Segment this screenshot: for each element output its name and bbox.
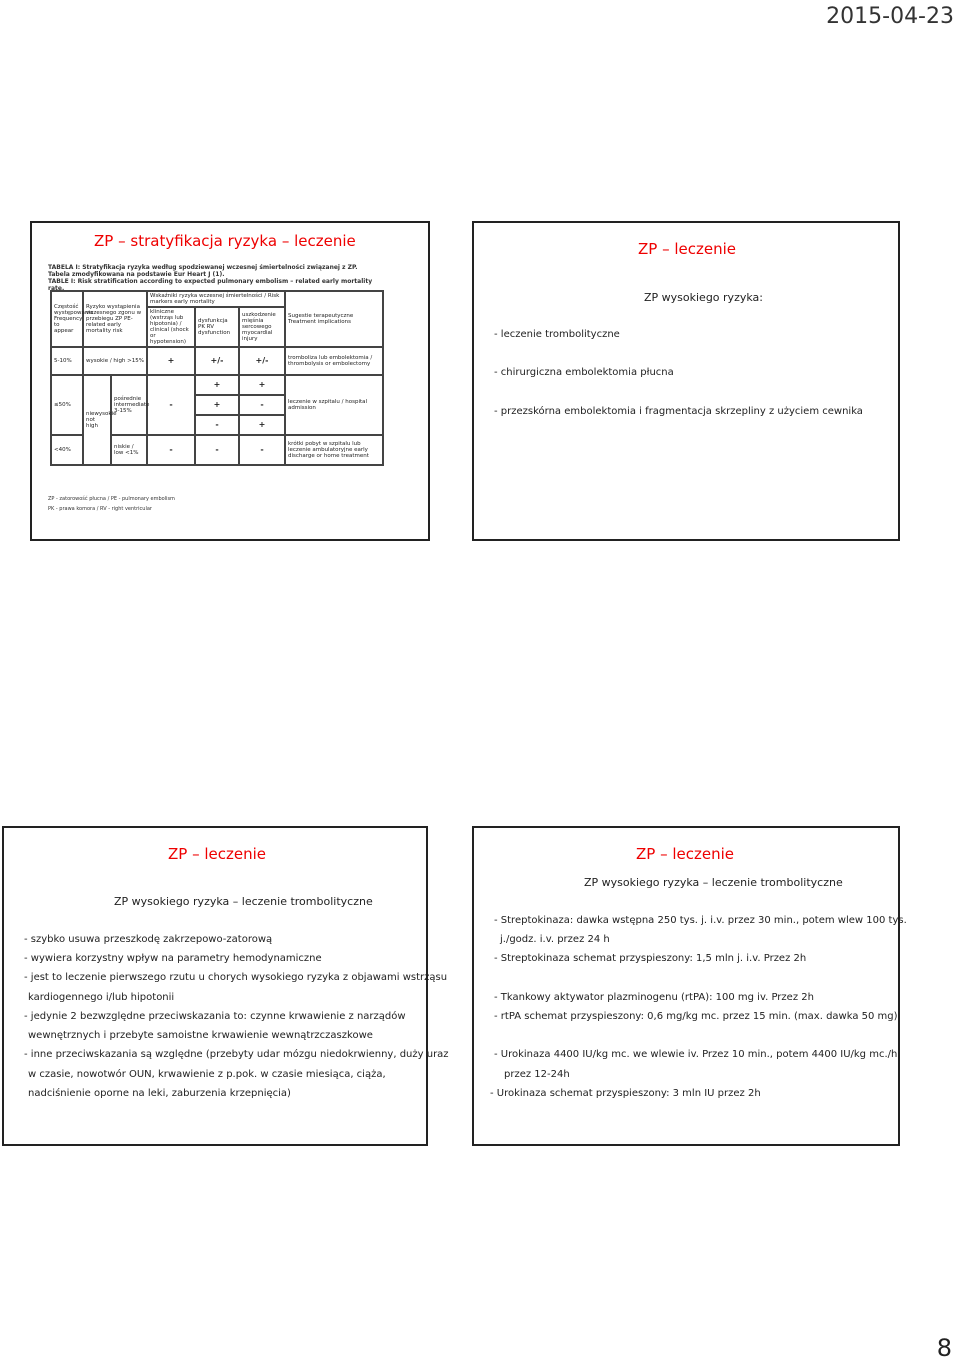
row-intermediate-myocardial-1: + [239,375,285,395]
slide-4-line-8: - Urokinaza schemat przyspieszony: 3 mln IU przez 2h [490,1088,761,1099]
table-footnote-2: PK - prawa komora / RV - right ventricular [48,506,152,512]
row-intermediate-treatment: leczenie w szpitalu / hospital admission [285,375,383,435]
slide-3-subtitle: ZP wysokiego ryzyka – leczenie trombolityczne [114,895,373,908]
row-intermediate-rv-1: + [195,375,239,395]
row-intermediate-myocardial-3: + [239,415,285,435]
slide-4-title: ZP – leczenie [636,845,735,863]
table-caption-pl: TABELA I: Stratyfikacja ryzyka według spodziewanej wczesnej śmiertelności związanej z ZP. Tabela zmodyfikowana na podstawie Eur Heart J (1). [48,264,358,278]
slide-4-line-4: - Tkankowy aktywator plazminogenu (rtPA): 100 mg iv. Przez 2h [494,992,814,1003]
risk-table [50,290,384,466]
row-intermediate-clinical: - [147,375,195,435]
row-low-treatment: krótki pobyt w szpitalu lub leczenie ambulatoryjne early discharge or home treatment [285,435,383,465]
page-date: 2015-04-23 [826,4,954,29]
slide-4-line-1: - Streptokinaza: dawka wstępna 250 tys. j. i.v. przez 30 min., potem wlew 100 tys. [494,915,907,926]
table-footnote-1: ZP - zatorowość płucna / PE - pulmonary embolism [48,496,175,502]
header-risk-markers: Wskaźniki ryzyka wczesnej śmiertelności / Risk markers early mortality [147,291,285,307]
slide-2-line-1: - leczenie trombolityczne [494,329,620,340]
slide-3-line-1: - szybko usuwa przeszkodę zakrzepowo-zatorową [24,934,273,945]
row-not-high-group: niewysokie not high [83,375,111,465]
row-low-frequency: <40% [51,435,83,465]
row-intermediate-frequency: ≤50% [51,375,83,435]
header-risk: Ryzyko wystąpienia wczesnego zgonu w przebiegu ZP PE-related early mortality risk [83,291,147,347]
slide-4-line-2: j./godz. i.v. przez 24 h [500,934,610,945]
header-clinical: kliniczne (wstrząs lub hipotonia) / clinical (shock or hypotension) [147,307,195,347]
slide-2-title: ZP – leczenie [638,240,737,258]
row-intermediate-rv-2: + [195,395,239,415]
row-high-rv: +/- [195,347,239,375]
slide-4-subtitle: ZP wysokiego ryzyka – leczenie trombolityczne [584,876,843,889]
row-low-clinical: - [147,435,195,465]
row-high-frequency: 5-10% [51,347,83,375]
header-myocardial-injury: uszkodzenie mięśnia sercowego myocardial injury [239,307,285,347]
slide-3-line-7: - inne przeciwskazania są względne (przebyty udar mózgu niedokrwienny, duży uraz [24,1049,449,1060]
slide-4-line-3: - Streptokinaza schemat przyspieszony: 1,5 mln j. i.v. Przez 2h [494,953,807,964]
row-high-treatment: tromboliza lub embolektomia / thrombolysis or embolectomy [285,347,383,375]
slide-2-line-3: - przezskórna embolektomia i fragmentacja skrzepliny z użyciem cewnika [494,406,863,417]
slide-1-title: ZP – stratyfikacja ryzyka – leczenie [94,232,356,250]
row-high-risk: wysokie / high >15% [83,347,147,375]
row-low-rv: - [195,435,239,465]
table-caption-en: TABLE I: Risk stratification according to expected pulmonary embolism – related early mortality rate. [48,278,373,292]
page-number: 8 [936,1334,952,1362]
slide-3-line-6: wewnętrznych i przebyte samoistne krwawienie wewnątrzczaszkowe [28,1030,373,1041]
row-high-clinical: + [147,347,195,375]
slide-2-subtitle: ZP wysokiego ryzyka: [644,291,763,304]
slide-3-line-5: - jedynie 2 bezwzględne przeciwskazania to: czynne krwawienie z narządów [24,1011,406,1022]
header-rv-dysfunction: dysfunkcja PK RV dysfunction [195,307,239,347]
slide-3-title: ZP – leczenie [168,845,267,863]
row-intermediate-rv-3: - [195,415,239,435]
row-high-myocardial: +/- [239,347,285,375]
header-frequency: Częstość występowania Frequency to appear [51,291,83,347]
slide-3-line-3: - jest to leczenie pierwszego rzutu u chorych wysokiego ryzyka z objawami wstrząsu [24,972,448,983]
slide-4-line-5: - rtPA schemat przyspieszony: 0,6 mg/kg mc. przez 15 min. (max. dawka 50 mg) [494,1011,898,1022]
slide-3-line-8: w czasie, nowotwór OUN, krwawienie z p.pok. w czasie miesiąca, ciąża, [28,1069,386,1080]
row-low-myocardial: - [239,435,285,465]
slide-3 [2,826,449,1146]
slide-2-line-2: - chirurgiczna embolektomia płucna [494,367,674,378]
row-intermediate-myocardial-2: - [239,395,285,415]
risk-stratification-table-image [42,254,384,522]
slide-3-line-2: - wywiera korzystny wpływ na parametry hemodynamiczne [24,953,322,964]
slide-3-line-4: kardiogennego i/lub hipotonii [28,992,175,1003]
slide-4-line-7: przez 12-24h [504,1069,570,1080]
slide-4 [472,826,907,1146]
row-intermediate-risk: pośrednie intermediate 3-15% [111,375,147,435]
slide-2 [472,221,900,541]
slide-4-line-6: - Urokinaza 4400 IU/kg mc. we wlewie iv. Przez 10 min., potem 4400 IU/kg mc./h [494,1049,898,1060]
row-low-risk: niskie / low <1% [111,435,147,465]
slide-3-line-9: nadciśnienie oporne na leki, zaburzenia krzepnięcia) [28,1088,291,1099]
header-treatment: Sugestie terapeutyczne Treatment implications [285,291,383,347]
